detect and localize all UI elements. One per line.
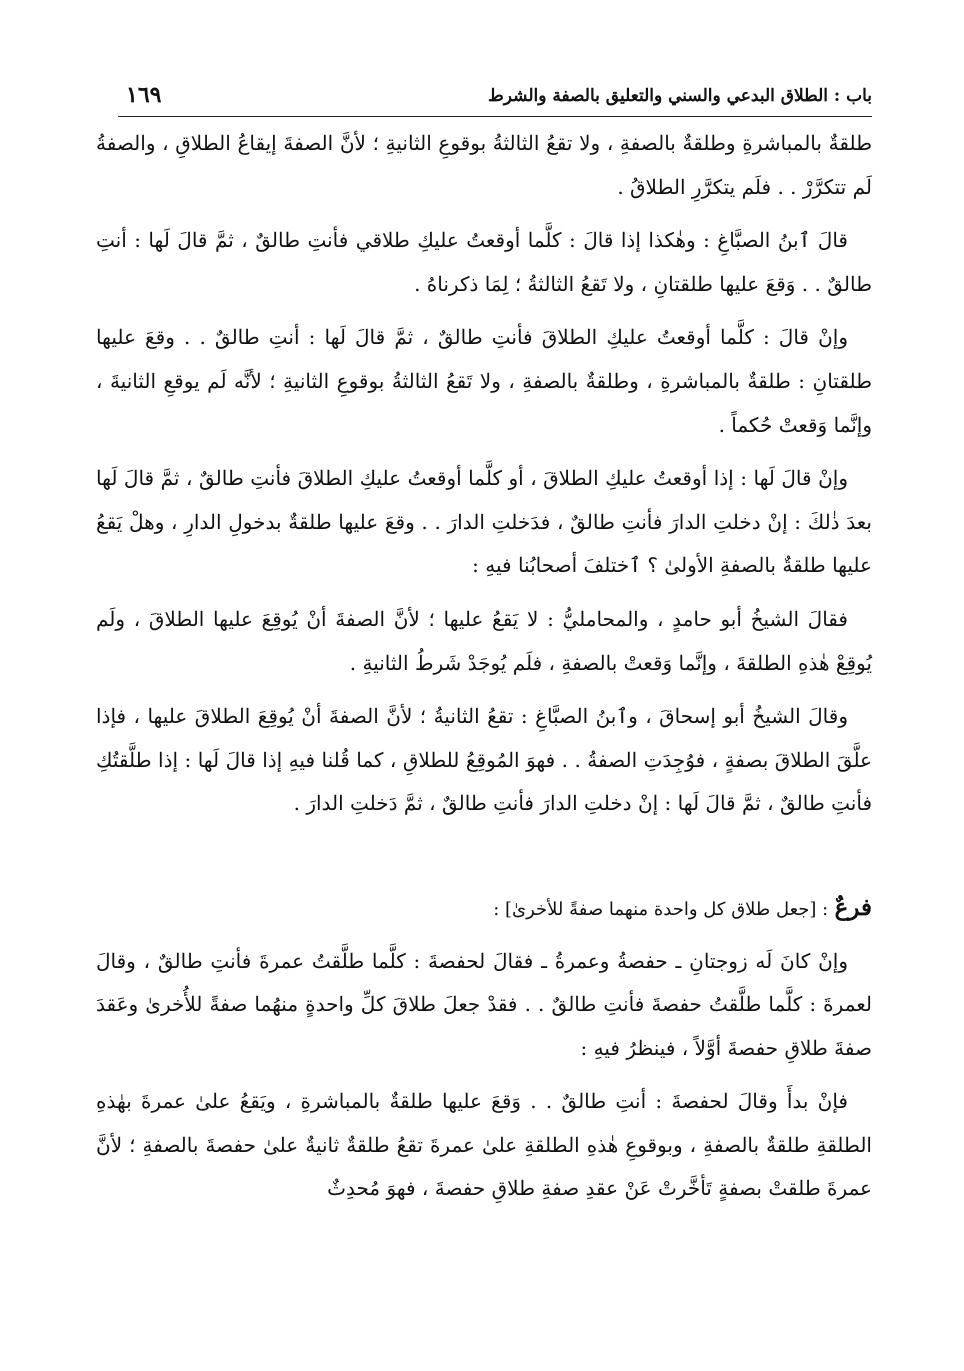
page-number: ١٦٩ [126, 82, 162, 108]
branch-label: فرعٌ [834, 893, 872, 921]
branch-title: : [جعل طلاق كل واحدة منهما صفةً للأخرىٰ] : [493, 898, 829, 920]
paragraph-5: فقالَ الشيخُ أبو حامدٍ ، والمحامليُّ : لا يَقعُ عليها ؛ لأنَّ الصفةَ أنْ يُوقِعَ عليها الطلاقَ ، ولَم يُوقِعْ هٰذهِ الطلقةَ ، وإنَّما وَقعتْ بالصفةِ ، فلَم يُوجَدْ شَرطُ الثانيةِ . [96, 606, 872, 675]
page-body [96, 122, 872, 1221]
paragraph-3: وإنْ قالَ : كلَّما أوقعتُ عليكِ الطلاقَ فأنتِ طالقٌ ، ثمَّ قالَ لَها : أنتِ طالقٌ . . وقعَ عليها طلقتانِ : طلقةٌ بالمباشرةِ ، وطلقةٌ بالصفةِ ، ولا تَقعُ الثالثةُ بوقوعِ الثانيةِ ؛ لأنَّه لَم يوقعِ الثانيةَ ، وإنَّما وَقعتْ حُكماً . [96, 325, 872, 437]
paragraph-8: فإنْ بدأَ وقالَ لحفصةَ : أنتِ طالقٌ . . وَقعَ عليها طلقةٌ بالمباشرةِ ، ويَقعُ علىٰ عمرةَ بهٰذهِ الطلقةِ طلقةٌ بالصفةِ ، وبوقوعِ هٰذهِ الطلقةِ علىٰ عمرةَ تقعُ طلقةٌ ثانيةٌ علىٰ حفصةَ بالصفةِ ؛ لأنَّ عمرةَ طلقتْ بصفةٍ تَأخَّرتْ عَنْ عقدِ صفةِ طلاقِ حفصةَ ، فهوَ مُحدِثٌ [96, 1089, 872, 1201]
paragraph-7: وإنْ كانَ لَه زوجتانِ ـ حفصةُ وعمرةُ ـ فقالَ لحفصةَ : كلَّما طلَّقتُ عمرةَ فأنتِ طالقٌ ، وقالَ لعمرةَ : كلَّما طلَّقتُ حفصةَ فأنتِ طالقٌ . . فقدْ جعلَ طلاقَ كلِّ واحدةٍ منهُما صفةً للأُخرىٰ وعَقدَ صفةَ طلاقِ حفصةَ أوَّلاً ، فينظرُ فيهِ : [96, 948, 872, 1060]
page-header [118, 82, 872, 117]
paragraph-1: طلقةٌ بالمباشرةِ وطلقةٌ بالصفةِ ، ولا تقعُ الثالثةُ بوقوعِ الثانيةِ ؛ لأنَّ الصفةَ إيقاعُ الطلاقِ ، والصفةُ لَم تتكرَّرْ . . فلَم يتكرَّرِ الطلاقُ . [96, 131, 872, 199]
paragraph-2: قالَ ٱبنُ الصبَّاغِ : وهٰكذا إذا قالَ : كلَّما أوقعتُ عليكِ طلاقي فأنتِ طالقٌ ، ثمَّ قالَ لَها : أنتِ طالقٌ . . وَقعَ عليها طلقتانِ ، ولا تَقعُ الثالثةُ ؛ لِمَا ذكرناهُ . [96, 228, 872, 296]
section-heading [96, 886, 872, 932]
running-title: باب : الطلاق البدعي والسني والتعليق بالصفة والشرط [488, 86, 872, 106]
paragraph-6: وقالَ الشيخُ أبو إسحاقَ ، وٱبنُ الصبَّاغِ : تقعُ الثانيةُ ؛ لأنَّ الصفةَ أنْ يُوقِعَ الطلاقَ عليها ، فإذا علَّقَ الطلاقَ بصفةٍ ، فوُجِدَتِ الصفةُ . . فهوَ المُوقِعُ للطلاقِ ، كما قُلنا فيهِ إذا قالَ لَها : إذا طلَّقتُكِ فأنتِ طالقٌ ، ثمَّ قالَ لَها : إنْ دخلتِ الدارَ فأنتِ طالقٌ ، ثمَّ دَخلتِ الدارَ . [96, 704, 872, 816]
paragraph-4: وإنْ قالَ لَها : إذا أوقعتُ عليكِ الطلاقَ ، أو كلَّما أوقعتُ عليكِ الطلاقَ فأنتِ طالقٌ ، ثمَّ قالَ لَها بعدَ ذٰلكَ : إنْ دخلتِ الدارَ فأنتِ طالقٌ ، فدَخلتِ الدارَ . . وقعَ عليها طلقةٌ بدخولِ الدارِ ، وهلْ يَقعُ عليها طلقةٌ بالصفةِ الأولىٰ ؟ ٱختلفَ أصحابُنا فيهِ : [96, 466, 872, 578]
